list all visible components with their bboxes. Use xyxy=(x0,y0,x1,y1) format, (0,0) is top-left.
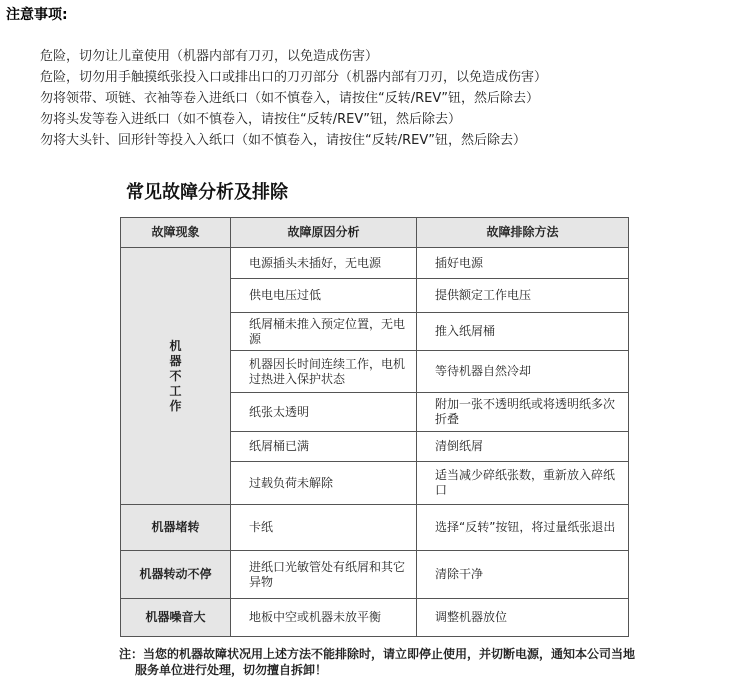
remedy-cell: 清倒纸屑 xyxy=(417,432,629,462)
cause-cell: 过载负荷未解除 xyxy=(231,462,417,505)
notice-item: 勿将大头针、回形针等投入入纸口（如不慎卷入，请按住“反转/REV”钮，然后除去） xyxy=(40,133,526,148)
symptom-cell: 机器转动不停 xyxy=(121,551,231,599)
remedy-cell: 清除干净 xyxy=(417,551,629,599)
cause-cell: 纸屑桶已满 xyxy=(231,432,417,462)
symptom-cell: 机器堵转 xyxy=(121,505,231,551)
table-row xyxy=(121,505,629,551)
cause-cell: 机器因长时间连续工作，电机过热进入保护状态 xyxy=(231,351,417,393)
symptom-label: 机器不工作 xyxy=(169,338,182,413)
notice-item: 危险，切勿用手触摸纸张投入口或排出口的刀刃部分（机器内部有刀刃，以免造成伤害） xyxy=(40,70,548,85)
cause-cell: 纸屑桶未推入预定位置，无电源 xyxy=(231,313,417,351)
remedy-cell: 等待机器自然冷却 xyxy=(417,351,629,393)
notice-item: 危险，切勿让儿童使用（机器内部有刀刃，以免造成伤害） xyxy=(40,49,379,64)
cause-cell: 地板中空或机器未放平衡 xyxy=(231,599,417,637)
remedy-cell: 推入纸屑桶 xyxy=(417,313,629,351)
notice-item: 勿将领带、项链、衣袖等卷入进纸口（如不慎卷入，请按住“反转/REV”钮，然后除去） xyxy=(40,91,539,106)
notice-list xyxy=(40,46,547,151)
remedy-cell: 提供额定工作电压 xyxy=(417,279,629,313)
remedy-cell: 调整机器放位 xyxy=(417,599,629,637)
symptom-cell: 机器噪音大 xyxy=(121,599,231,637)
remedy-cell: 插好电源 xyxy=(417,248,629,279)
header-symptom: 故障现象 xyxy=(121,218,231,248)
table-row xyxy=(121,599,629,637)
cause-cell: 进纸口光敏管处有纸屑和其它异物 xyxy=(231,551,417,599)
footnote: 注：当您的机器故障状况用上述方法不能排除时，请立即停止使用，并切断电源，通知本公司当地服务单位进行处理，切勿擅自拆卸！ xyxy=(119,647,636,677)
table-header-row xyxy=(121,218,629,248)
fault-table xyxy=(120,217,629,637)
table-title: 常见故障分析及排除 xyxy=(126,182,288,203)
remedy-cell: 选择“反转”按钮，将过量纸张退出 xyxy=(417,505,629,551)
notice-item: 勿将头发等卷入进纸口（如不慎卷入，请按住“反转/REV”钮，然后除去） xyxy=(40,112,461,127)
symptom-cell xyxy=(121,248,231,505)
notice-heading: 注意事项: xyxy=(6,7,68,23)
table-row xyxy=(121,248,629,279)
remedy-cell: 附加一张不透明纸或将透明纸多次折叠 xyxy=(417,393,629,432)
remedy-cell: 适当减少碎纸张数，重新放入碎纸口 xyxy=(417,462,629,505)
cause-cell: 卡纸 xyxy=(231,505,417,551)
header-cause: 故障原因分析 xyxy=(231,218,417,248)
table-row xyxy=(121,551,629,599)
cause-cell: 电源插头未插好，无电源 xyxy=(231,248,417,279)
cause-cell: 供电电压过低 xyxy=(231,279,417,313)
header-remedy: 故障排除方法 xyxy=(417,218,629,248)
cause-cell: 纸张太透明 xyxy=(231,393,417,432)
